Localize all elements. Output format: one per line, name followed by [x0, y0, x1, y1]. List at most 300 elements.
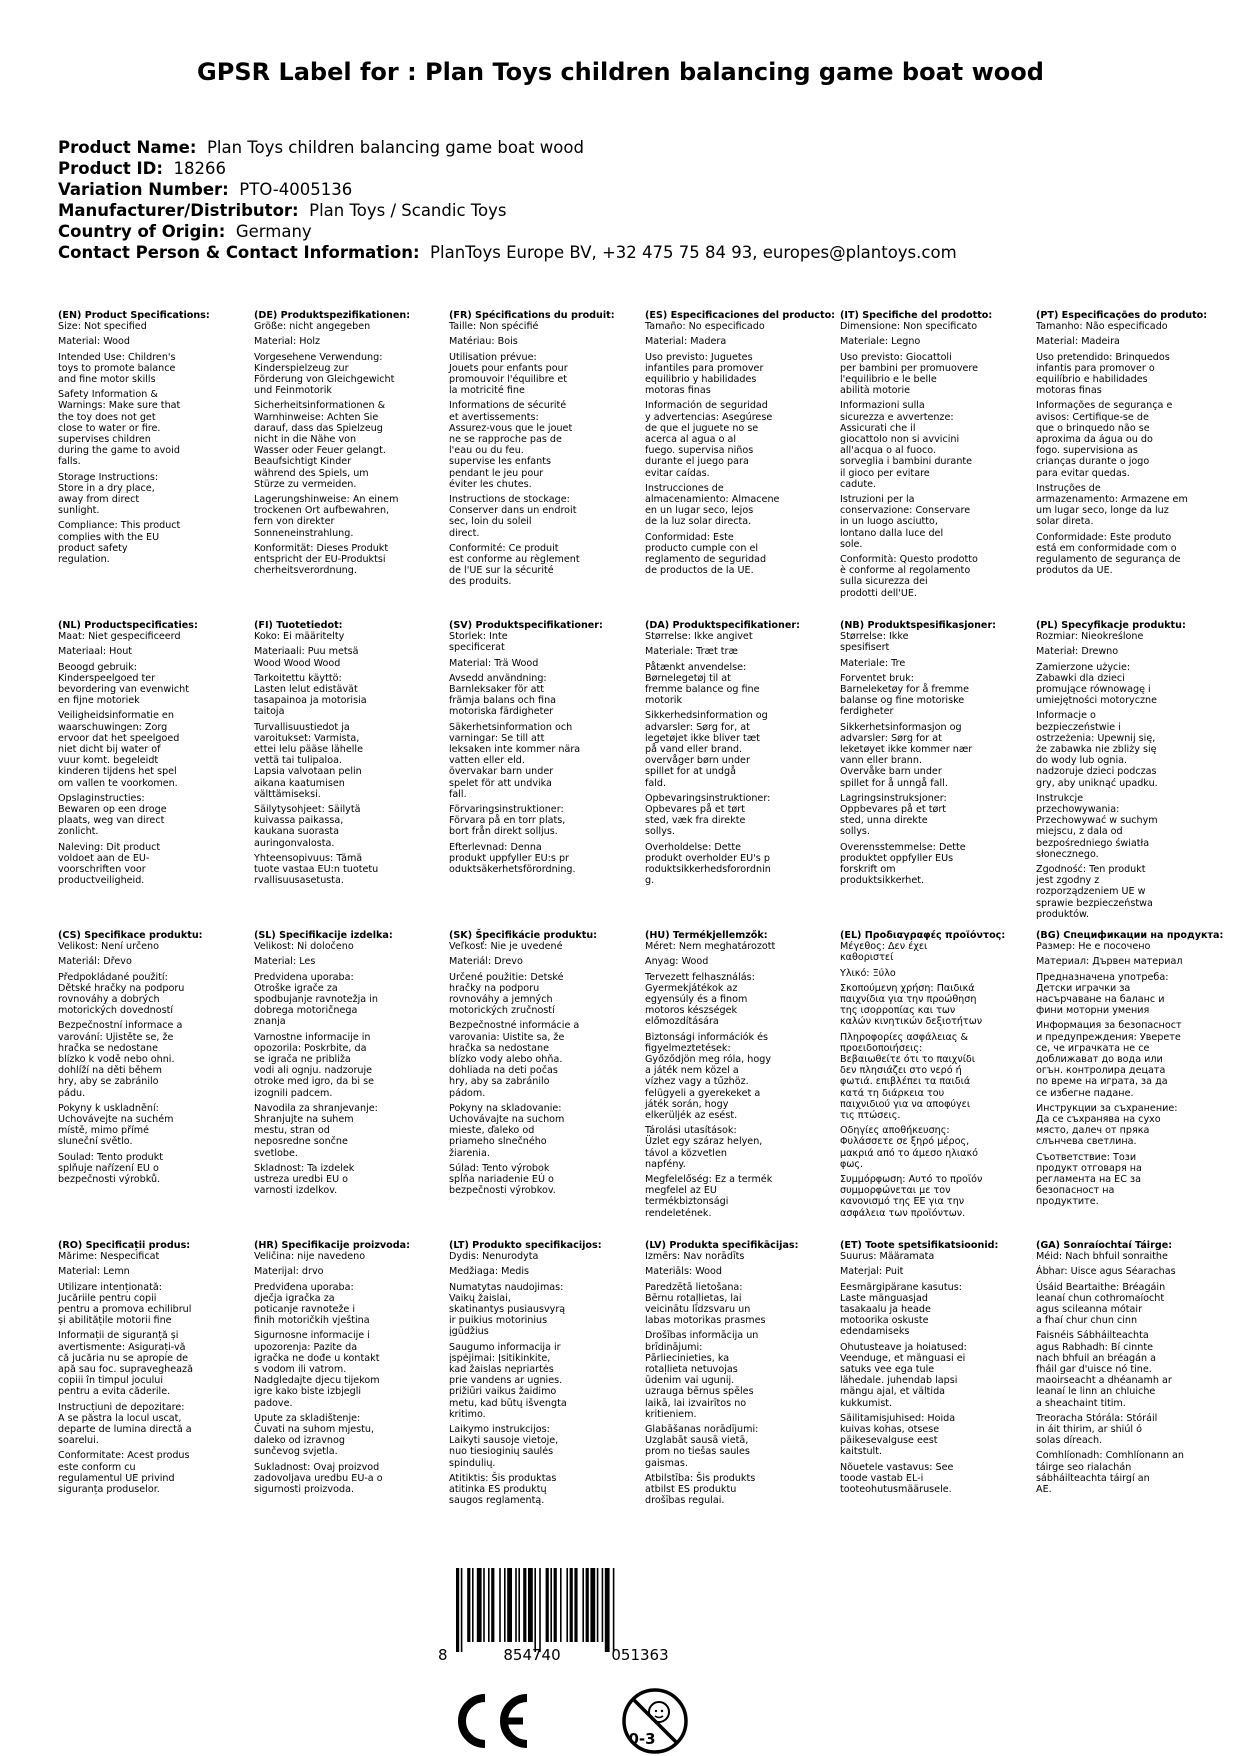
spec-line: aproxima da água ou do: [1036, 434, 1153, 446]
spec-line: Bezpečnostní informace a: [58, 1020, 183, 1032]
barcode-bar: [582, 1568, 584, 1642]
spec-line: Koko: Ei määritelty: [254, 631, 345, 643]
spec-line: előmozdítására: [645, 1016, 719, 1028]
spec-line: Størrelse: Ikke angivet: [645, 631, 753, 643]
spec-line: Dimensione: Non specificato: [840, 321, 978, 333]
spec-block-title: (EL) Προδιαγραφές προϊόντος:: [840, 930, 1006, 941]
spec-line: Οδηγίες αποθήκευσης:: [840, 1125, 950, 1137]
spec-line: Otroške igrače za: [254, 982, 338, 994]
spec-line: παιχνιδιού για να αποφύγει: [840, 1098, 971, 1110]
spec-line: splňuje nařízení EU o: [58, 1162, 159, 1174]
spec-line: vodi ali ognju. nadzoruje: [254, 1065, 373, 1077]
spec-line: Βεβαιωθείτε ότι το παιχνίδι: [840, 1054, 976, 1066]
spec-block-title: (DE) Produktspezifikationen:: [254, 310, 411, 321]
spec-block-title: (PT) Especificações do produto:: [1036, 310, 1208, 321]
spec-line: Säkerhetsinformation och: [449, 721, 573, 733]
spec-line: Intended Use: Children's: [58, 351, 176, 363]
spec-line: játék során, hogy: [645, 1098, 729, 1110]
spec-line: ustreza uredbi EU o: [254, 1174, 349, 1186]
spec-line: Jouets pour enfants pour: [449, 362, 568, 374]
spec-line: rozporządzeniem UE w: [1036, 886, 1146, 898]
spec-line: sunčevog svjetla.: [254, 1446, 338, 1458]
spec-line: s vodom ili vatrom.: [254, 1364, 347, 1376]
variation-row: [58, 179, 957, 200]
spec-line: Material: Wood: [58, 336, 131, 348]
spec-line: τις πτώσεις.: [840, 1110, 901, 1122]
spec-line: Turvallisuustiedot ja: [254, 721, 350, 733]
spec-line: Treoracha Stórála: Stóráil: [1036, 1412, 1158, 1424]
spec-line: Overholdelse: Dette: [645, 841, 742, 853]
spec-line: Material: Trä Wood: [449, 657, 539, 669]
spec-line: Opbevaringsinstruktioner:: [645, 792, 771, 804]
spec-line: фини моторни умения: [1036, 1005, 1150, 1017]
spec-line: Maat: Niet gespecificeerd: [58, 631, 181, 643]
barcode-bar: [518, 1568, 520, 1642]
spec-line: Medžiaga: Medis: [449, 1266, 530, 1278]
spec-line: finih motoričkih vještina: [254, 1315, 370, 1327]
spec-line: motoorika oskuste: [840, 1315, 929, 1327]
spec-line: Efterlevnad: Denna: [449, 841, 542, 853]
barcode-bar: [550, 1568, 552, 1642]
spec-line: táirge seo rialachán: [1036, 1461, 1132, 1473]
spec-line: Určené použitie: Detské: [449, 971, 564, 983]
spec-line: de l'UE sur la sécurité: [449, 565, 554, 577]
spec-line: spillet for å unngå fall.: [840, 777, 948, 789]
spec-line: Overensstemmelse: Dette: [840, 841, 966, 853]
spec-line: се, че играчката не се: [1036, 1042, 1150, 1054]
spec-line: Utilisation prévue:: [449, 351, 537, 363]
spec-line: Laikyti sausoje vietoje,: [449, 1435, 559, 1447]
spec-line: Atitiktis: Šis produktas: [449, 1472, 557, 1484]
spec-line: blízko vody alebo ohňa.: [449, 1054, 563, 1066]
spec-line: legetøjet ikke bliver tæt: [645, 732, 760, 744]
spec-line: Safety Information &: [58, 389, 158, 401]
spec-line: daleko od izravnog: [254, 1435, 345, 1447]
spec-line: nicht in die Nähe von: [254, 434, 357, 446]
spec-line: è conforme al regolamento: [840, 565, 971, 577]
spec-line: kukkumist.: [840, 1397, 893, 1409]
spec-line: Bērnu rotaļlietas, lai: [645, 1292, 742, 1304]
spec-line: este conform cu: [58, 1461, 136, 1473]
spec-block: [1036, 620, 1222, 920]
spec-line: Conformidade: Este produto: [1036, 531, 1172, 543]
spec-line: dječja igračka za: [254, 1292, 335, 1304]
spec-line: de la luz solar directa.: [645, 516, 752, 528]
spec-line: Mărime: Nespecificat: [58, 1251, 160, 1263]
spec-line: abilità motorie: [840, 385, 911, 397]
spec-line: l'eau ou du feu.: [449, 445, 524, 457]
spec-line: a sheachaint titim.: [1036, 1397, 1126, 1409]
spec-block-title: (HU) Termékjellemzők:: [645, 930, 768, 941]
spec-line: mieste, ďaleko od: [449, 1125, 535, 1137]
spec-line: l'equilibrio e le belle: [840, 374, 937, 386]
spec-line: Stürze zu vermeiden.: [254, 478, 357, 490]
spec-line: spesifisert: [840, 642, 890, 654]
spec-line: hračky na podporu: [449, 982, 540, 994]
spec-line: Beaufsichtigt Kinder: [254, 456, 352, 468]
spec-line: prom no tiešas saules: [645, 1446, 750, 1458]
spec-line: Größe: nicht angegeben: [254, 321, 371, 333]
spec-line: Информация за безопасност: [1036, 1020, 1182, 1032]
spec-line: Kinderspielzeug zur: [254, 362, 349, 374]
spec-line: balanse og fine motoriske: [840, 695, 965, 707]
spec-line: skatinantys pusiausvyrą: [449, 1304, 566, 1316]
spec-line: Saugumo informacija ir: [449, 1341, 561, 1353]
spec-line: Zamierzone użycie:: [1036, 661, 1131, 673]
spec-line: dohliada na deti počas: [449, 1065, 558, 1077]
spec-line: Navodila za shranjevanje:: [254, 1102, 378, 1114]
spec-line: Vaikų žaislai,: [449, 1292, 511, 1304]
spec-line: spelet för att undvika: [449, 777, 552, 789]
spec-line: Förvara på en torr plats,: [449, 815, 566, 827]
spec-line: Sonneneinstrahlung.: [254, 527, 354, 539]
spec-line: ūdenim vai ugunij.: [645, 1375, 735, 1387]
spec-line: AE.: [1036, 1484, 1052, 1496]
spec-line: și abilitățile motorii fine: [58, 1315, 172, 1327]
spec-line: Barnleksaker för att: [449, 684, 545, 696]
barcode-digits-mid: 854740: [503, 1646, 561, 1664]
spec-line: close to water or fire.: [58, 422, 161, 434]
product-name-row: [58, 137, 957, 158]
spec-line: Barneleketøy for å fremme: [840, 684, 970, 696]
spec-line: Pokyny k uskladnění:: [58, 1102, 159, 1114]
spec-line: satuks vee ega tule: [840, 1364, 935, 1376]
spec-line: Informações de segurança e: [1036, 400, 1173, 412]
spec-block-title: (HR) Specifikacije proizvoda:: [254, 1240, 410, 1251]
spec-line: Naleving: Dit product: [58, 841, 161, 853]
spec-line: Instructions de stockage:: [449, 494, 570, 506]
spec-line: dohlíží na děti během: [58, 1065, 162, 1077]
spec-line: padove.: [254, 1397, 293, 1409]
spec-line: kuivassa paikassa,: [254, 815, 344, 827]
spec-line: il gioco per evitare: [840, 467, 930, 479]
spec-line: Materiale: Tre: [840, 657, 906, 669]
spec-line: A se păstra la locul uscat,: [58, 1412, 182, 1424]
age-warning-0-3-icon: [620, 1686, 690, 1756]
spec-line: Čuvati na suhom mjestu,: [254, 1424, 375, 1436]
spec-line: per bambini per promuovere: [840, 362, 979, 374]
spec-line: Lasten lelut edistävät: [254, 684, 358, 696]
spec-line: durante el juego para: [645, 456, 749, 468]
spec-line: soarelui.: [58, 1435, 99, 1447]
spec-line: specificerat: [449, 642, 505, 654]
spec-line: entspricht der EU-Produktsi: [254, 554, 386, 566]
barcode-bar: [528, 1568, 533, 1642]
spec-line: a fhaí chur chun cinn: [1036, 1315, 1138, 1327]
spec-line: bezpieczeństwie i: [1036, 721, 1121, 733]
spec-line: Opslaginstructies:: [58, 792, 145, 804]
spec-line: огън. контролира децата: [1036, 1065, 1166, 1077]
spec-line: hračka sa nedostane: [449, 1042, 549, 1054]
spec-block: [449, 930, 635, 1196]
spec-line: Conformitate: Acest produs: [58, 1450, 190, 1462]
spec-line: evitar caídas.: [645, 467, 710, 479]
spec-line: Materiaali: Puu metsä: [254, 646, 359, 658]
spec-line: avisos: Certifique-se de: [1036, 411, 1149, 423]
spec-line: supervises children: [58, 434, 151, 446]
spec-line: promouvoir l'équilibre et: [449, 374, 568, 386]
spec-line: giocattolo non si avvicini: [840, 434, 960, 446]
spec-line: Zabawki dla dzieci: [1036, 672, 1125, 684]
spec-line: насърчаване на баланс и: [1036, 994, 1165, 1006]
spec-line: κανονισμό της ΕΕ για την: [840, 1196, 965, 1208]
spec-line: atitinka ES produktų: [449, 1484, 547, 1496]
spec-line: Materiál: Drevo: [449, 956, 523, 968]
spec-line: Σκοπούμενη χρήση: Παιδικά: [840, 982, 975, 994]
spec-line: spillet for at undgå: [645, 766, 736, 778]
spec-line: vuur komt. begeleidt: [58, 755, 159, 767]
spec-line: varovania: Uistite sa, že: [449, 1031, 565, 1043]
spec-line: poticanje ravnoteže i: [254, 1304, 356, 1316]
spec-line: sted, væk fra direkte: [645, 815, 746, 827]
spec-line: bezpośredniego światła: [1036, 837, 1150, 849]
spec-line: cadute.: [840, 478, 877, 490]
spec-line: място, далеч от пряка: [1036, 1125, 1150, 1137]
spec-line: kuivas kohas, otsese: [840, 1424, 940, 1436]
spec-line: est conforme au règlement: [449, 554, 580, 566]
spec-line: motoriska färdigheter: [449, 706, 554, 718]
spec-line: Faisnéis Sábháilteachta: [1036, 1330, 1149, 1342]
spec-line: и предупреждения: Уверете: [1036, 1031, 1181, 1043]
spec-line: παιχνίδια για την προώθηση: [840, 994, 977, 1006]
spec-line: Taille: Non spécifié: [449, 321, 539, 333]
spec-line: Instrucciones de: [645, 482, 724, 494]
spec-line: produkt uppfyller EU:s pr: [449, 852, 570, 864]
spec-line: Storlek: Inte: [449, 631, 508, 643]
spec-line: está em conformidade com o: [1036, 542, 1177, 554]
spec-line: că jucăria nu se apropie de: [58, 1352, 189, 1364]
spec-line: Υλικό: Ξύλο: [840, 967, 896, 979]
barcode-bar: [504, 1568, 506, 1642]
spec-line: προειδοποιήσεις:: [840, 1042, 923, 1054]
spec-line: Material: Holz: [254, 336, 321, 348]
spec-line: regulamentul UE privind: [58, 1472, 175, 1484]
spec-line: blízko k vodě nebo ohni.: [58, 1054, 175, 1066]
spec-block: [645, 620, 831, 886]
spec-line: laikā, lai izvairītos no: [645, 1397, 747, 1409]
spec-line: įgūdžius: [449, 1326, 489, 1338]
spec-line: produkt overholder EU's p: [645, 852, 770, 864]
spec-line: all'acqua o al fuoco.: [840, 445, 936, 457]
spec-line: Predviđena uporaba:: [254, 1281, 354, 1293]
spec-block-title: (RO) Specificații produs:: [58, 1240, 191, 1251]
spec-line: Méid: Nach bhfuil sonraithe: [1036, 1251, 1168, 1263]
spec-line: δεν πλησιάζει στο νερό ή: [840, 1065, 962, 1077]
spec-line: brīdinājumi:: [645, 1341, 703, 1353]
spec-block: [254, 930, 440, 1196]
barcode-digit-left: 8: [438, 1646, 448, 1664]
spec-line: regulamento de segurança de: [1036, 554, 1181, 566]
barcode-bar: [523, 1568, 526, 1642]
spec-line: taitoja: [254, 706, 285, 718]
spec-line: siguranța produselor.: [58, 1484, 160, 1496]
spec-block: [840, 930, 1026, 1219]
spec-line: Ohutusteave ja hoiatused:: [840, 1341, 967, 1353]
spec-line: neposredne sončne: [254, 1136, 348, 1148]
spec-line: supervise les enfants: [449, 456, 552, 468]
spec-line: motoras finas: [1036, 385, 1102, 397]
spec-line: że zabawka nie zbliży się: [1036, 744, 1157, 756]
spec-line: in un luogo asciutto,: [840, 516, 938, 528]
spec-line: Materijal: drvo: [254, 1266, 324, 1278]
spec-line: pentru a evita căderile.: [58, 1386, 171, 1398]
spec-block-title: (NB) Produktspesifikasjoner:: [840, 620, 997, 631]
spec-line: opozorila: Poskrbite, da: [254, 1042, 367, 1054]
spec-line: ir puikius motorinius: [449, 1315, 548, 1327]
spec-line: um lugar seco, longe da luz: [1036, 505, 1169, 517]
spec-line: vatten eller eld.: [449, 755, 525, 767]
spec-block: [58, 930, 244, 1185]
spec-line: Izmērs: Nav norādīts: [645, 1251, 745, 1263]
spec-line: prie vandens ar ugnies.: [449, 1375, 563, 1387]
spec-line: Instrukcje: [1036, 792, 1084, 804]
spec-block-title: (BG) Спецификации на продукта:: [1036, 930, 1224, 941]
spec-line: słonecznego.: [1036, 848, 1099, 860]
spec-line: Uzglabāt sausā vietā,: [645, 1435, 749, 1447]
spec-line: främja balans och fina: [449, 695, 557, 707]
spec-line: acerca al agua o al: [645, 434, 737, 446]
spec-line: μακριά από το άμεσο ηλιακό: [840, 1147, 978, 1159]
contact-row: [58, 242, 957, 263]
spec-line: Laikymo instrukcijos:: [449, 1424, 550, 1436]
spec-line: uzrauga bērnus spēles: [645, 1386, 754, 1398]
barcode-bars: [456, 1568, 614, 1652]
spec-line: Tervezett felhasználás:: [645, 971, 755, 983]
spec-line: Storage Instructions:: [58, 471, 159, 483]
spec-line: Comhlíonadh: Comhlíonann an: [1036, 1450, 1184, 1462]
spec-line: Материал: Дървен материал: [1036, 956, 1183, 968]
spec-line: reglamento de seguridad: [645, 554, 767, 566]
spec-line: fern von direkter: [254, 516, 335, 528]
spec-line: sulla sicurezza dei: [840, 576, 928, 588]
spec-line: Bewaren op een droge: [58, 804, 167, 816]
barcode-bar: [586, 1568, 589, 1642]
spec-line: copiii în timpul jocului: [58, 1375, 164, 1387]
spec-line: kritimo.: [449, 1408, 486, 1420]
spec-line: Lagerungshinweise: An einem: [254, 494, 399, 506]
spec-line: vann eller brann.: [840, 755, 923, 767]
spec-line: pentru a promova echilibrul: [58, 1304, 192, 1316]
spec-line: Μέγεθος: Δεν έχει: [840, 941, 928, 953]
spec-line: se igrača ne približa: [254, 1054, 351, 1066]
spec-line: oduktsäkerhetsförordning.: [449, 864, 576, 876]
spec-line: izognili padcem.: [254, 1087, 333, 1099]
barcode-digits-right: 051363: [611, 1646, 669, 1664]
spec-block: [254, 310, 440, 576]
spec-line: Förderung von Gleichgewicht: [254, 374, 395, 386]
spec-line: zadovoljava uredbu EU-a o: [254, 1472, 383, 1484]
spec-line: Sigurnosne informacije i: [254, 1330, 370, 1342]
spec-line: kritieniem.: [645, 1408, 697, 1420]
spec-line: Size: Not specified: [58, 321, 147, 333]
spec-line: apă sau foc. supraveghează: [58, 1364, 193, 1376]
spec-line: equilibrio y habilidades: [645, 374, 757, 386]
spec-line: rotaļlieta netuvojas: [645, 1364, 738, 1376]
spec-block-title: (ET) Toote spetsifikatsioonid:: [840, 1240, 999, 1251]
spec-line: fuego. supervisa niños: [645, 445, 754, 457]
spec-line: Eesmärgipärane kasutus:: [840, 1281, 962, 1293]
spec-line: motorik: [645, 695, 683, 707]
barcode-bar: [566, 1568, 568, 1642]
spec-line: fháil gar d'uisce nó tine.: [1036, 1364, 1152, 1376]
spec-line: infantis para promover o: [1036, 362, 1155, 374]
spec-line: fall.: [449, 788, 467, 800]
spec-line: hračka se nedostane: [58, 1042, 159, 1054]
spec-block: [449, 310, 635, 588]
spec-line: sábháilteachta táirgí an: [1036, 1472, 1150, 1484]
spec-line: žiarenia.: [449, 1147, 490, 1159]
spec-line: hry, aby sa zabránilo: [449, 1076, 550, 1088]
variation-label: Variation Number:: [58, 180, 229, 199]
manufacturer-row: [58, 200, 957, 221]
spec-line: Matériau: Bois: [449, 336, 518, 348]
spec-block: [1036, 930, 1222, 1208]
spec-line: gry, aby uniknąć upadku.: [1036, 777, 1158, 789]
spec-line: vettä tai tulipaloa.: [254, 755, 342, 767]
spec-line: maoirseacht a dhéanamh ar: [1036, 1375, 1172, 1387]
spec-line: pendant le jeu pour: [449, 467, 544, 479]
spec-line: Numatytas naudojimas:: [449, 1281, 564, 1293]
spec-line: la motricité fine: [449, 385, 525, 397]
spec-line: Dětské hračky na podporu: [58, 982, 185, 994]
spec-line: ostrzeżenia: Upewnij się,: [1036, 732, 1156, 744]
spec-line: kaitstult.: [840, 1446, 883, 1458]
spec-line: Assurez-vous que le jouet: [449, 422, 573, 434]
spec-line: Veľkosť: Nie je uvedené: [449, 941, 563, 953]
spec-line: departe de lumina directă a: [58, 1424, 192, 1436]
spec-block: [840, 620, 1026, 886]
spec-line: Informacje o: [1036, 710, 1096, 722]
spec-line: atbilst ES produktu: [645, 1484, 737, 1496]
spec-block-title: (FR) Spécifications du produit:: [449, 310, 615, 321]
spec-line: Ábhar: Uisce agus Séarachas: [1036, 1266, 1176, 1278]
spec-line: niet dicht bij water of: [58, 744, 161, 756]
origin-row: [58, 221, 957, 242]
spec-line: продукт отговаря на: [1036, 1162, 1142, 1174]
spec-line: på vand eller brand.: [645, 744, 743, 756]
spec-line: Materiaal: Hout: [58, 646, 133, 658]
spec-line: Børnelegetøj til at: [645, 672, 731, 684]
spec-line: varování: Ujistěte se, že: [58, 1031, 174, 1043]
spec-line: φωτιά. επιβλέπει τα παιδιά: [840, 1076, 971, 1088]
barcode-bar: [515, 1568, 517, 1642]
spec-line: слънчева светлина.: [1036, 1136, 1137, 1148]
spec-line: Materiale: Legno: [840, 336, 921, 348]
spec-line: Да се съхранява на сухо: [1036, 1114, 1161, 1126]
spec-line: Gyermekjátékok az: [645, 982, 738, 994]
spec-line: und Feinmotorik: [254, 385, 332, 397]
spec-line: motorických dovedností: [58, 1005, 174, 1017]
spec-line: rendeletének.: [645, 1207, 712, 1219]
spec-block-title: (FI) Tuotetiedot:: [254, 620, 343, 631]
spec-line: tasapainoa ja motorisia: [254, 695, 367, 707]
spec-line: kinderen tijdens het spel: [58, 766, 177, 778]
spec-line: en fijne motoriek: [58, 695, 140, 707]
contact-label: Contact Person & Contact Information:: [58, 243, 420, 262]
spec-line: φως.: [840, 1158, 864, 1170]
spec-line: Informations de sécurité: [449, 400, 567, 412]
spec-line: sicurezza e avvertenze:: [840, 411, 954, 423]
spec-line: Lagringsinstruksjoner:: [840, 792, 947, 804]
spec-line: Úsáid Beartaithe: Bréagáin: [1036, 1281, 1166, 1293]
spec-line: Material: Madera: [645, 336, 727, 348]
spec-line: Biztonsági információk és: [645, 1031, 768, 1043]
spec-line: Uchovávejte na suchém: [58, 1114, 174, 1126]
spec-line: agus Rabhadh: Bí cinnte: [1036, 1341, 1153, 1353]
spec-line: fremme balance og fine: [645, 684, 760, 696]
spec-line: Pārliecinieties, ka: [645, 1352, 730, 1364]
spec-line: Wasser oder Feuer gelangt.: [254, 445, 386, 457]
